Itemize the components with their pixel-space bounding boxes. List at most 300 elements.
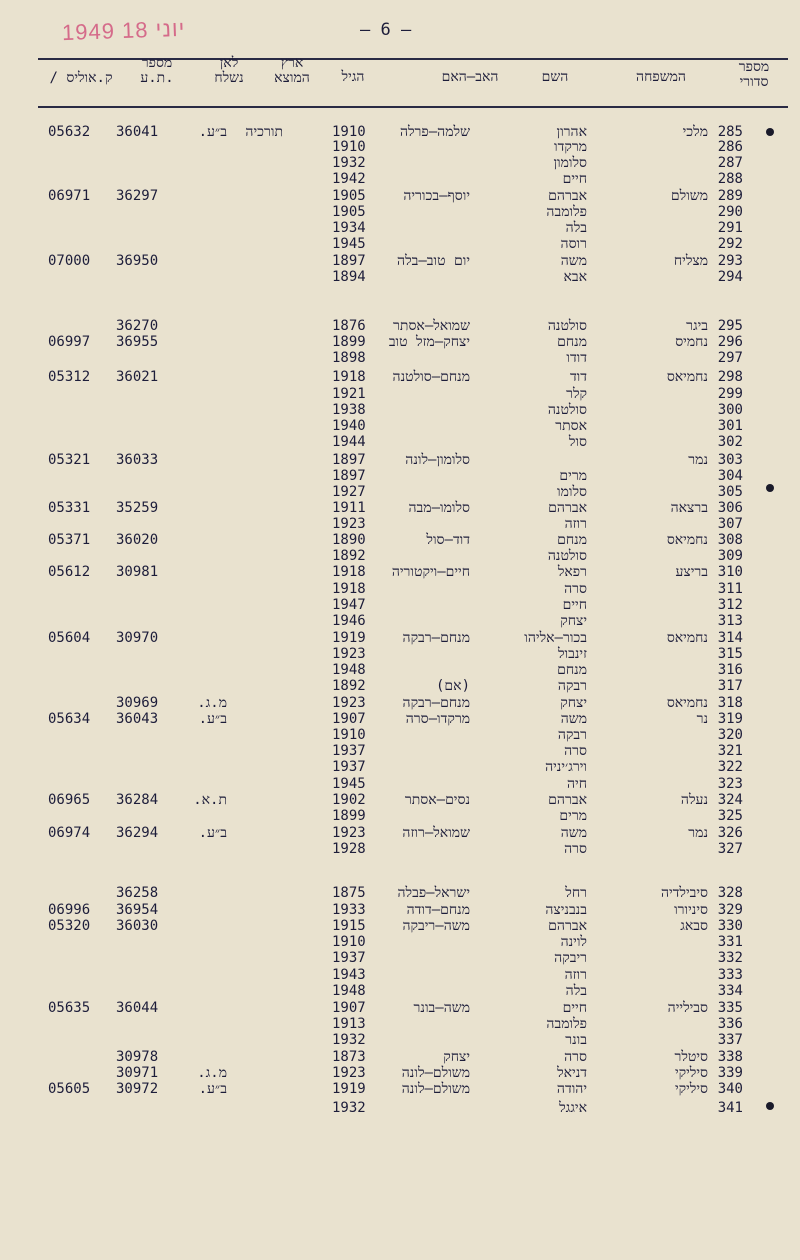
cell-name: רוזה xyxy=(564,967,587,983)
table-row xyxy=(0,902,800,918)
cell-age: 1937 xyxy=(332,950,366,966)
cell-parents: יצחק xyxy=(443,1049,470,1065)
header-rule-bottom xyxy=(38,106,788,108)
cell-name: רבקה xyxy=(557,727,587,743)
table-row xyxy=(0,825,800,841)
cell-konsul: 05371 xyxy=(48,532,91,548)
cell-num: 287 xyxy=(717,155,743,171)
table-row xyxy=(0,967,800,983)
table-row xyxy=(0,402,800,418)
cell-num: 310 xyxy=(717,564,743,580)
table-row xyxy=(0,1081,800,1097)
cell-num: 303 xyxy=(717,452,743,468)
cell-name: פלומבה xyxy=(546,204,587,220)
cell-family: נמר xyxy=(688,452,708,468)
cell-age: 1911 xyxy=(332,500,366,516)
cell-num: 304 xyxy=(717,468,743,484)
cell-konsul: 05634 xyxy=(48,711,91,727)
cell-parents: יוסף–בכוריה xyxy=(403,188,470,204)
cell-age: 1947 xyxy=(332,597,366,613)
cell-parents: מרקדו–סרה xyxy=(405,711,470,727)
cell-age: 1899 xyxy=(332,808,366,824)
table-row xyxy=(0,369,800,385)
cell-name: חיים xyxy=(562,1000,587,1016)
cell-country: תורכיה xyxy=(245,124,283,140)
cell-num: 301 xyxy=(717,418,743,434)
cell-age: 1897 xyxy=(332,452,366,468)
bullet-mark xyxy=(766,1102,774,1110)
cell-name: חיים xyxy=(562,171,587,187)
cell-age: 1937 xyxy=(332,759,366,775)
table-row xyxy=(0,1065,800,1081)
cell-abbr: ב״ע. xyxy=(198,1081,227,1097)
header-family: המשפחה xyxy=(636,69,686,85)
cell-family: נחמיאס xyxy=(666,532,708,548)
table-row xyxy=(0,630,800,646)
cell-parents: נסים–אסתר xyxy=(404,792,470,808)
table-row xyxy=(0,841,800,857)
table-row xyxy=(0,188,800,204)
cell-name: איגגל xyxy=(559,1100,587,1116)
cell-num: 318 xyxy=(717,695,743,711)
cell-age: 1892 xyxy=(332,548,366,564)
cell-name: יצחק xyxy=(560,695,587,711)
header-where: לאן נשלח xyxy=(214,55,244,86)
cell-family: נר xyxy=(696,711,708,727)
cell-family: נמר xyxy=(688,825,708,841)
cell-tnum: 35259 xyxy=(116,500,159,516)
cell-age: 1946 xyxy=(332,613,366,629)
cell-family: נחמיאס xyxy=(666,369,708,385)
cell-tnum: 36294 xyxy=(116,825,159,841)
cell-name: לוינה xyxy=(560,934,587,950)
cell-tnum: 30970 xyxy=(116,630,159,646)
cell-age: 1897 xyxy=(332,468,366,484)
cell-age: 1875 xyxy=(332,885,366,901)
table-row xyxy=(0,269,800,285)
cell-age: 1907 xyxy=(332,711,366,727)
header-parents: האב–האם xyxy=(441,69,499,85)
table-row xyxy=(0,950,800,966)
table-row xyxy=(0,564,800,580)
cell-name: סרה xyxy=(564,1049,587,1065)
cell-age: 1932 xyxy=(332,155,366,171)
table-row xyxy=(0,918,800,934)
cell-num: 292 xyxy=(717,236,743,252)
cell-parents: (אם) xyxy=(436,678,470,694)
cell-num: 288 xyxy=(717,171,743,187)
cell-num: 336 xyxy=(717,1016,743,1032)
table-row xyxy=(0,468,800,484)
cell-parents: יצחק–מזל טוב xyxy=(388,334,470,350)
cell-age: 1945 xyxy=(332,236,366,252)
cell-name: חיים xyxy=(562,597,587,613)
cell-tnum: 36950 xyxy=(116,253,159,269)
cell-num: 329 xyxy=(717,902,743,918)
cell-family: נעלה xyxy=(680,792,708,808)
cell-age: 1899 xyxy=(332,334,366,350)
cell-parents: יום טוב–בלה xyxy=(397,253,470,269)
bullet-mark xyxy=(766,484,774,492)
table-row xyxy=(0,350,800,366)
cell-num: 298 xyxy=(717,369,743,385)
cell-tnum: 36021 xyxy=(116,369,159,385)
cell-name: דניאל xyxy=(557,1065,587,1081)
table-row xyxy=(0,484,800,500)
cell-family: סיבילדיה xyxy=(660,885,708,901)
cell-name: פלומבה xyxy=(546,1016,587,1032)
cell-name: רוסה xyxy=(560,236,587,252)
table-row xyxy=(0,548,800,564)
cell-age: 1913 xyxy=(332,1016,366,1032)
cell-konsul: 05331 xyxy=(48,500,91,516)
cell-konsul: 05632 xyxy=(48,124,91,140)
cell-name: סולטנה xyxy=(547,318,587,334)
cell-konsul: 05320 xyxy=(48,918,91,934)
cell-parents: ישראל–פבלה xyxy=(397,885,470,901)
cell-parents: סלומון–לונה xyxy=(405,452,470,468)
cell-name: מרים xyxy=(559,468,587,484)
cell-tnum: 36955 xyxy=(116,334,159,350)
cell-age: 1923 xyxy=(332,825,366,841)
cell-name: יצחק xyxy=(560,613,587,629)
cell-name: יהודה xyxy=(556,1081,587,1097)
cell-age: 1915 xyxy=(332,918,366,934)
cell-family: משולם xyxy=(670,188,708,204)
table-row xyxy=(0,452,800,468)
table-row xyxy=(0,124,800,140)
cell-num: 341 xyxy=(717,1100,743,1116)
cell-age: 1934 xyxy=(332,220,366,236)
cell-family: ביגר xyxy=(686,318,708,334)
cell-parents: סלומו–מבה xyxy=(408,500,470,516)
table-row xyxy=(0,204,800,220)
table-row xyxy=(0,743,800,759)
cell-age: 1923 xyxy=(332,695,366,711)
cell-num: 313 xyxy=(717,613,743,629)
bullet-mark xyxy=(766,128,774,136)
cell-num: 331 xyxy=(717,934,743,950)
cell-num: 328 xyxy=(717,885,743,901)
table-row xyxy=(0,1016,800,1032)
cell-num: 327 xyxy=(717,841,743,857)
cell-num: 311 xyxy=(717,581,743,597)
table-row xyxy=(0,776,800,792)
cell-num: 308 xyxy=(717,532,743,548)
cell-konsul: 06997 xyxy=(48,334,91,350)
cell-name: סולטנה xyxy=(547,548,587,564)
cell-num: 321 xyxy=(717,743,743,759)
table-row xyxy=(0,711,800,727)
cell-age: 1948 xyxy=(332,983,366,999)
cell-tnum: 30978 xyxy=(116,1049,159,1065)
cell-age: 1942 xyxy=(332,171,366,187)
table-row xyxy=(0,759,800,775)
table-row xyxy=(0,171,800,187)
cell-age: 1932 xyxy=(332,1100,366,1116)
cell-abbr: ב״ע. xyxy=(198,825,227,841)
cell-age: 1890 xyxy=(332,532,366,548)
cell-num: 322 xyxy=(717,759,743,775)
cell-name: מנחם xyxy=(557,532,587,548)
cell-tnum: 36954 xyxy=(116,902,159,918)
cell-name: סרה xyxy=(564,581,587,597)
cell-age: 1905 xyxy=(332,204,366,220)
cell-abbr: ב״ע. xyxy=(198,711,227,727)
cell-num: 291 xyxy=(717,220,743,236)
cell-num: 325 xyxy=(717,808,743,824)
table-row xyxy=(0,253,800,269)
cell-konsul: 06965 xyxy=(48,792,91,808)
cell-age: 1910 xyxy=(332,139,366,155)
table-row xyxy=(0,500,800,516)
cell-name: אברהם xyxy=(548,792,587,808)
cell-num: 285 xyxy=(717,124,743,140)
cell-name: רוזה xyxy=(564,516,587,532)
cell-abbr: מ.ג. xyxy=(197,695,227,711)
cell-num: 302 xyxy=(717,434,743,450)
cell-age: 1923 xyxy=(332,1065,366,1081)
table-row xyxy=(0,646,800,662)
table-row xyxy=(0,1100,800,1116)
table-row xyxy=(0,808,800,824)
header-age: הגיל xyxy=(341,69,365,85)
cell-num: 297 xyxy=(717,350,743,366)
cell-name: בנבניצה xyxy=(545,902,587,918)
cell-abbr: ת.א. xyxy=(193,792,227,808)
cell-name: בכור–אליהו xyxy=(524,630,587,646)
cell-name: מרקדו xyxy=(554,139,587,155)
cell-num: 293 xyxy=(717,253,743,269)
cell-name: אהרון xyxy=(556,124,587,140)
table-row xyxy=(0,220,800,236)
cell-family: סבילייה xyxy=(667,1000,708,1016)
table-row xyxy=(0,695,800,711)
cell-name: משה xyxy=(560,711,587,727)
cell-num: 305 xyxy=(717,484,743,500)
cell-konsul: 06971 xyxy=(48,188,91,204)
table-row xyxy=(0,418,800,434)
table-row xyxy=(0,597,800,613)
cell-tnum: 36284 xyxy=(116,792,159,808)
table-row xyxy=(0,727,800,743)
cell-tnum: 30972 xyxy=(116,1081,159,1097)
cell-age: 1937 xyxy=(332,743,366,759)
cell-num: 296 xyxy=(717,334,743,350)
cell-name: סרה xyxy=(564,743,587,759)
cell-name: אברהם xyxy=(548,188,587,204)
cell-family: נחמיאס xyxy=(666,695,708,711)
cell-family: בריצע xyxy=(675,564,708,580)
table-row xyxy=(0,678,800,694)
cell-name: דוד xyxy=(569,369,587,385)
cell-parents: משה–ריבקה xyxy=(402,918,470,934)
cell-age: 1927 xyxy=(332,484,366,500)
date-stamp: 1949 יוני 18 xyxy=(61,15,186,46)
cell-tnum: 30971 xyxy=(116,1065,159,1081)
cell-tnum: 36270 xyxy=(116,318,159,334)
cell-num: 295 xyxy=(717,318,743,334)
cell-age: 1923 xyxy=(332,516,366,532)
table-row xyxy=(0,516,800,532)
cell-name: סלומון xyxy=(553,155,587,171)
cell-parents: מנחם–רבקה xyxy=(402,630,470,646)
cell-name: מנחם xyxy=(557,662,587,678)
cell-num: 320 xyxy=(717,727,743,743)
cell-name: בלה xyxy=(565,220,587,236)
cell-family: נחמיס xyxy=(675,334,708,350)
cell-age: 1919 xyxy=(332,630,366,646)
cell-age: 1932 xyxy=(332,1032,366,1048)
cell-name: רבקה xyxy=(557,678,587,694)
cell-konsul: 07000 xyxy=(48,253,91,269)
cell-age: 1923 xyxy=(332,646,366,662)
cell-age: 1938 xyxy=(332,402,366,418)
table-row xyxy=(0,334,800,350)
cell-tnum: 36033 xyxy=(116,452,159,468)
table-row xyxy=(0,885,800,901)
cell-age: 1910 xyxy=(332,124,366,140)
cell-parents: משולם–לונה xyxy=(401,1065,470,1081)
cell-abbr: מ.ג. xyxy=(197,1065,227,1081)
cell-tnum: 36044 xyxy=(116,1000,159,1016)
cell-num: 326 xyxy=(717,825,743,841)
cell-konsul: 05312 xyxy=(48,369,91,385)
cell-age: 1943 xyxy=(332,967,366,983)
header-name: השם xyxy=(541,69,569,85)
cell-family: סיטלר xyxy=(674,1049,708,1065)
header-tnum: מספר ת.ע. xyxy=(140,55,174,86)
cell-family: מלכי xyxy=(682,124,708,140)
table-row xyxy=(0,434,800,450)
cell-tnum: 36020 xyxy=(116,532,159,548)
cell-tnum: 36297 xyxy=(116,188,159,204)
table-row xyxy=(0,1032,800,1048)
cell-name: בונר xyxy=(565,1032,587,1048)
cell-num: 306 xyxy=(717,500,743,516)
cell-parents: מנחם–דודה xyxy=(406,902,470,918)
cell-tnum: 30981 xyxy=(116,564,159,580)
cell-name: סול xyxy=(568,434,587,450)
cell-age: 1948 xyxy=(332,662,366,678)
cell-name: ריבקה xyxy=(554,950,587,966)
cell-age: 1873 xyxy=(332,1049,366,1065)
cell-num: 316 xyxy=(717,662,743,678)
header-number: מספר סדורי xyxy=(738,59,770,90)
cell-tnum: 36030 xyxy=(116,918,159,934)
cell-age: 1940 xyxy=(332,418,366,434)
table-row xyxy=(0,934,800,950)
cell-parents: שלמה–פרלה xyxy=(399,124,470,140)
cell-name: אברהם xyxy=(548,918,587,934)
cell-age: 1918 xyxy=(332,369,366,385)
cell-num: 332 xyxy=(717,950,743,966)
cell-konsul: 05635 xyxy=(48,1000,91,1016)
cell-konsul: 06974 xyxy=(48,825,91,841)
cell-num: 340 xyxy=(717,1081,743,1097)
cell-family: סיליקי xyxy=(674,1081,708,1097)
cell-name: משה xyxy=(560,253,587,269)
table-row xyxy=(0,662,800,678)
table-row xyxy=(0,155,800,171)
cell-age: 1928 xyxy=(332,841,366,857)
cell-name: אסתר xyxy=(555,418,587,434)
table-row xyxy=(0,236,800,252)
cell-num: 307 xyxy=(717,516,743,532)
cell-name: מרים xyxy=(559,808,587,824)
cell-parents: דוד–סול xyxy=(426,532,470,548)
cell-num: 330 xyxy=(717,918,743,934)
cell-name: סלומו xyxy=(557,484,587,500)
cell-num: 339 xyxy=(717,1065,743,1081)
cell-num: 314 xyxy=(717,630,743,646)
cell-konsul: 06996 xyxy=(48,902,91,918)
cell-name: זינבול xyxy=(557,646,587,662)
cell-age: 1892 xyxy=(332,678,366,694)
cell-name: סולטנה xyxy=(547,402,587,418)
table-row xyxy=(0,1000,800,1016)
cell-parents: משה–בונר xyxy=(413,1000,470,1016)
cell-name: רפאל xyxy=(557,564,587,580)
cell-num: 312 xyxy=(717,597,743,613)
cell-age: 1905 xyxy=(332,188,366,204)
cell-age: 1910 xyxy=(332,727,366,743)
table-row xyxy=(0,983,800,999)
cell-num: 333 xyxy=(717,967,743,983)
cell-name: בלה xyxy=(565,983,587,999)
table-row xyxy=(0,532,800,548)
cell-name: קלר xyxy=(566,386,587,402)
cell-age: 1933 xyxy=(332,902,366,918)
cell-parents: מנחם–סולטנה xyxy=(392,369,470,385)
cell-age: 1910 xyxy=(332,934,366,950)
table-row xyxy=(0,613,800,629)
table-row xyxy=(0,581,800,597)
cell-num: 294 xyxy=(717,269,743,285)
cell-abbr: ב״ע. xyxy=(198,124,227,140)
cell-num: 300 xyxy=(717,402,743,418)
cell-family: ברצאה xyxy=(670,500,708,516)
cell-age: 1919 xyxy=(332,1081,366,1097)
cell-age: 1898 xyxy=(332,350,366,366)
table-row xyxy=(0,386,800,402)
cell-parents: שמואל–רוזה xyxy=(402,825,470,841)
cell-num: 334 xyxy=(717,983,743,999)
cell-name: סרה xyxy=(564,841,587,857)
cell-family: מצליח xyxy=(673,253,708,269)
cell-num: 299 xyxy=(717,386,743,402)
cell-family: סיליקי xyxy=(674,1065,708,1081)
header-country: ארץ המוצא xyxy=(274,55,310,86)
cell-num: 317 xyxy=(717,678,743,694)
cell-tnum: 36041 xyxy=(116,124,159,140)
cell-num: 323 xyxy=(717,776,743,792)
header-konsul: / ק.אוליס xyxy=(49,70,113,86)
cell-age: 1918 xyxy=(332,564,366,580)
cell-name: דודו xyxy=(566,350,587,366)
cell-parents: משולם–לונה xyxy=(401,1081,470,1097)
cell-num: 335 xyxy=(717,1000,743,1016)
cell-name: וירג׳יניה xyxy=(545,759,587,775)
cell-name: רחל xyxy=(565,885,587,901)
page-number: – 6 – xyxy=(360,20,412,40)
cell-name: חיה xyxy=(566,776,587,792)
cell-age: 1945 xyxy=(332,776,366,792)
cell-age: 1897 xyxy=(332,253,366,269)
cell-age: 1944 xyxy=(332,434,366,450)
cell-num: 324 xyxy=(717,792,743,808)
cell-parents: שמואל–אסתר xyxy=(393,318,470,334)
